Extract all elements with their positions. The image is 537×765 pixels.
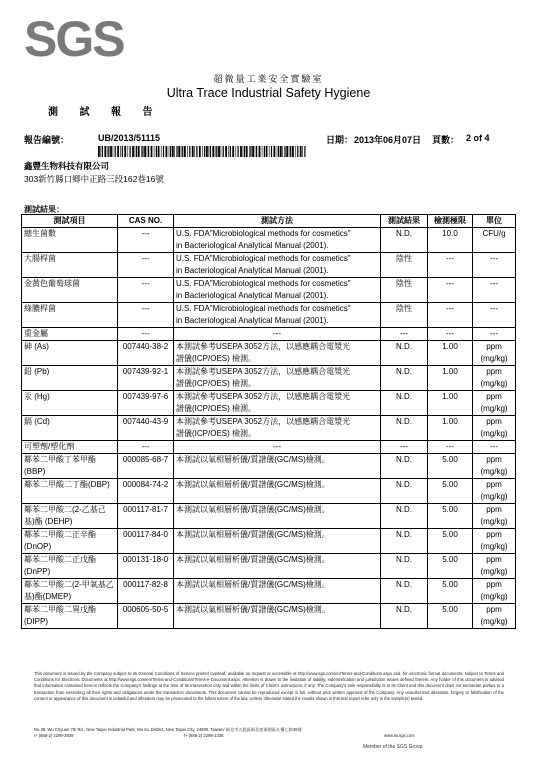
barcode-bar — [221, 146, 222, 157]
barcode-bar — [148, 146, 149, 157]
footer-website: www.tw.sgs.com — [384, 733, 415, 738]
method-line: --- — [273, 442, 281, 451]
footer-telephone: t+ (886-2) 2299-3939 — [34, 733, 74, 738]
cell-test-item: 鄰苯二甲酸二正戊酯(DnPP) — [22, 554, 118, 579]
barcode-bar — [189, 146, 190, 157]
barcode-bar — [274, 146, 276, 157]
cell-cas-no: 000117-82-8 — [118, 579, 174, 604]
cell-detection-limit: --- — [428, 278, 473, 303]
barcode-bar — [289, 146, 290, 157]
barcode-bar — [178, 146, 180, 157]
unit-line: (mg/kg) — [480, 354, 508, 363]
sgs-member-text: Member of the SGS Group — [363, 744, 423, 750]
cell-unit — [473, 366, 516, 391]
unit-line: ppm — [486, 555, 502, 564]
cell-unit — [473, 228, 516, 253]
cell-unit — [473, 529, 516, 554]
unit-line: ppm — [486, 342, 502, 351]
cell-result: --- — [381, 328, 428, 341]
barcode-bar — [120, 146, 121, 157]
cell-test-item: 汞 (Hg) — [22, 391, 118, 416]
barcode-bar — [262, 146, 263, 157]
barcode-bar — [154, 146, 155, 157]
barcode-bar — [223, 146, 224, 157]
method-line: U.S. FDA"Microbiological methods for cosmetics" — [176, 229, 351, 238]
table-row — [22, 228, 516, 253]
barcode-bar — [147, 146, 148, 157]
barcode-bar — [286, 146, 288, 157]
header-detection-limit: 檢測極限 — [428, 215, 473, 228]
table-header-row — [22, 215, 516, 228]
barcode-bar — [101, 146, 102, 157]
results-label: 測試結果： — [24, 205, 64, 214]
unit-line: --- — [490, 279, 498, 288]
barcode-bar — [169, 146, 170, 157]
barcode-bar — [141, 146, 142, 157]
unit-line: ppm — [486, 480, 502, 489]
barcode-bar — [304, 146, 305, 157]
unit-line: (mg/kg) — [480, 542, 508, 551]
cell-test-method — [174, 253, 381, 278]
cell-test-item: 鄰苯二甲酸二丁酯(DBP) — [22, 479, 118, 504]
cell-result: N.D. — [381, 416, 428, 441]
cell-test-method — [174, 278, 381, 303]
table-row — [22, 579, 516, 604]
barcode-bar — [138, 146, 140, 157]
cell-unit — [473, 416, 516, 441]
barcode-bar — [204, 146, 205, 157]
cell-detection-limit: 5.00 — [428, 579, 473, 604]
table-row — [22, 604, 516, 629]
barcode-bar — [264, 146, 265, 157]
unit-line: (mg/kg) — [480, 379, 508, 388]
cell-unit — [473, 328, 516, 341]
method-line: 本測試以氣相層析儀/質譜儀(GC/MS)檢測。 — [176, 605, 330, 614]
unit-line: --- — [490, 304, 498, 313]
cell-test-item: 大腸桿菌 — [22, 253, 118, 278]
date-label: 日期： — [326, 135, 354, 145]
barcode-bar — [210, 146, 211, 157]
sgs-logo: SGS — [24, 11, 124, 67]
unit-line: (mg/kg) — [480, 492, 508, 501]
barcode-bar — [132, 146, 134, 157]
method-line: 本測試參考USEPA 3052方法，以感應耦合電漿光 — [176, 417, 351, 426]
unit-line: (mg/kg) — [480, 404, 508, 413]
cell-detection-limit: 1.00 — [428, 341, 473, 366]
cell-result: N.D. — [381, 604, 428, 629]
cell-detection-limit: 5.00 — [428, 604, 473, 629]
barcode-bar — [130, 146, 131, 157]
barcode-bar — [243, 146, 244, 157]
results-table — [21, 214, 516, 629]
barcode-bar — [108, 146, 109, 157]
cell-test-item: 總生菌數 — [22, 228, 118, 253]
table-row — [22, 454, 516, 479]
cell-cas-no: --- — [118, 303, 174, 328]
barcode-bar — [181, 146, 182, 157]
header-test-method: 測試方法 — [174, 215, 381, 228]
barcode-bar — [113, 146, 114, 157]
cell-test-method — [174, 228, 381, 253]
cell-result: N.D. — [381, 554, 428, 579]
table-row — [22, 504, 516, 529]
unit-line: ppm — [486, 530, 502, 539]
footer-fax: f+ (886-2) 2298-1338 — [184, 733, 224, 738]
method-line: 本測試以氣相層析儀/質譜儀(GC/MS)檢測。 — [176, 480, 330, 489]
method-line: 本測試以氣相層析儀/質譜儀(GC/MS)檢測。 — [176, 555, 330, 564]
method-line: --- — [273, 329, 281, 338]
barcode-bar — [98, 146, 100, 157]
cell-cas-no: --- — [118, 253, 174, 278]
cell-result: N.D. — [381, 228, 428, 253]
cell-test-method — [174, 441, 381, 454]
barcode-bar — [302, 146, 303, 157]
cell-unit — [473, 479, 516, 504]
table-row — [22, 391, 516, 416]
cell-unit — [473, 554, 516, 579]
cell-cas-no: 000117-81-7 — [118, 504, 174, 529]
barcode-bar — [215, 146, 216, 157]
method-line: U.S. FDA"Microbiological methods for cosmetics" — [176, 254, 351, 263]
cell-detection-limit: 5.00 — [428, 479, 473, 504]
barcode-bar — [236, 146, 237, 157]
cell-unit — [473, 253, 516, 278]
cell-test-method — [174, 416, 381, 441]
barcode-bar — [244, 146, 245, 157]
footer-address: No.38, Wu Chyuan 7th Rd., New Taipei Industrial Park, Wu Ku District, New Taipei City, 24890, Taiwan/ 新北市五股區新北產業園區五權七路38號 — [34, 727, 302, 732]
barcode-bar — [271, 146, 272, 157]
method-line: 譜儀(ICP/OES) 檢測。 — [176, 429, 257, 438]
cell-test-item: 可塑劑/塑化劑 — [22, 441, 118, 454]
barcode-bar — [238, 146, 239, 157]
cell-result: N.D. — [381, 341, 428, 366]
cell-cas-no: 007440-38-2 — [118, 341, 174, 366]
table-row — [22, 529, 516, 554]
barcode-bar — [184, 146, 186, 157]
cell-unit — [473, 454, 516, 479]
unit-line: (mg/kg) — [480, 567, 508, 576]
barcode-bar — [192, 146, 194, 157]
method-line: U.S. FDA"Microbiological methods for cosmetics" — [176, 304, 351, 313]
barcode-bar — [255, 146, 256, 157]
unit-line: (mg/kg) — [480, 429, 508, 438]
barcode-bar — [107, 146, 108, 157]
barcode-bar — [117, 146, 119, 157]
cell-test-item: 重金屬 — [22, 328, 118, 341]
unit-line: ppm — [486, 505, 502, 514]
cell-cas-no: 000085-68-7 — [118, 454, 174, 479]
cell-unit — [473, 604, 516, 629]
barcode-bar — [176, 146, 177, 157]
barcode-bar — [174, 146, 175, 157]
method-line: 本測試參考USEPA 3052方法，以感應耦合電漿光 — [176, 392, 351, 401]
cell-unit — [473, 303, 516, 328]
method-line: in Bacteriological Analytical Manual (2001). — [176, 316, 329, 325]
cell-detection-limit: 1.00 — [428, 366, 473, 391]
barcode-bar — [240, 146, 242, 157]
cell-unit — [473, 278, 516, 303]
barcode-bar — [194, 146, 195, 157]
method-line: in Bacteriological Analytical Manual (2001). — [176, 266, 329, 275]
barcode-bar — [110, 146, 112, 157]
cell-cas-no: 000131-18-0 — [118, 554, 174, 579]
cell-result: N.D. — [381, 454, 428, 479]
barcode-bar — [196, 146, 197, 157]
unit-line: (mg/kg) — [480, 517, 508, 526]
client-address: 303新竹縣口鄉中正路三段162巷16號 — [24, 174, 164, 184]
barcode-bar — [259, 146, 261, 157]
unit-line: --- — [490, 442, 498, 451]
unit-line: ppm — [486, 455, 502, 464]
barcode-bar — [256, 146, 257, 157]
cell-test-item: 鄰苯二甲酸二異戊酯(DIPP) — [22, 604, 118, 629]
lab-name-chinese: 超微量工業安全實驗室 — [213, 75, 324, 85]
cell-result: N.D. — [381, 391, 428, 416]
barcode-bar — [161, 146, 162, 157]
barcode-bar — [151, 146, 153, 157]
cell-result: --- — [381, 441, 428, 454]
cell-cas-no: 007439-92-1 — [118, 366, 174, 391]
cell-result: N.D. — [381, 504, 428, 529]
cell-cas-no: 000117-84-0 — [118, 529, 174, 554]
unit-line: ppm — [486, 605, 502, 614]
table-row — [22, 278, 516, 303]
barcode-bar — [250, 146, 251, 157]
barcode-bar — [172, 146, 174, 157]
unit-line: (mg/kg) — [480, 617, 508, 626]
cell-result: 陰性 — [381, 303, 428, 328]
unit-line: ppm — [486, 580, 502, 589]
cell-test-item: 鄰苯二甲酸丁苯甲酯(BBP) — [22, 454, 118, 479]
barcode-bar — [187, 146, 188, 157]
cell-test-method — [174, 529, 381, 554]
cell-detection-limit: --- — [428, 303, 473, 328]
client-name: 鑫豐生物科技有限公司 — [24, 161, 110, 171]
footer-address-block — [34, 727, 504, 739]
cell-detection-limit: 5.00 — [428, 454, 473, 479]
barcode-image — [98, 146, 308, 157]
barcode-bar — [277, 146, 278, 157]
unit-line: ppm — [486, 367, 502, 376]
barcode-bar — [297, 146, 298, 157]
barcode-bar — [104, 146, 106, 157]
page-label: 頁數： — [432, 135, 460, 145]
header-unit: 單位 — [473, 215, 516, 228]
header-cas-no: CAS NO. — [118, 215, 174, 228]
barcode-bar — [124, 146, 126, 157]
barcode-bar — [278, 146, 279, 157]
cell-detection-limit: 1.00 — [428, 416, 473, 441]
barcode-bar — [135, 146, 136, 157]
header-test-item: 測試項目 — [22, 215, 118, 228]
cell-cas-no: --- — [118, 228, 174, 253]
cell-test-method — [174, 328, 381, 341]
barcode-bar — [115, 146, 116, 157]
method-line: in Bacteriological Analytical Manual (2001). — [176, 291, 329, 300]
cell-cas-no: 000084-74-2 — [118, 479, 174, 504]
table-row — [22, 366, 516, 391]
barcode-bar — [225, 146, 227, 157]
barcode-bar — [216, 146, 217, 157]
cell-result: N.D. — [381, 529, 428, 554]
barcode-bar — [102, 146, 103, 157]
table-row — [22, 253, 516, 278]
unit-line: (mg/kg) — [480, 592, 508, 601]
barcode-bar — [158, 146, 160, 157]
page-number: 2 of 4 — [466, 133, 490, 143]
cell-test-item: 鉛 (Pb) — [22, 366, 118, 391]
barcode-bar — [136, 146, 137, 157]
barcode-bar — [166, 146, 168, 157]
report-date: 2013年06月07日 — [354, 135, 422, 145]
barcode-bar — [128, 146, 129, 157]
barcode-bar — [230, 146, 231, 157]
barcode-bar — [280, 146, 282, 157]
method-line: 譜儀(ICP/OES) 檢測。 — [176, 379, 257, 388]
method-line: 本測試參考USEPA 3052方法，以感應耦合電漿光 — [176, 367, 351, 376]
barcode-bar — [269, 146, 270, 157]
cell-unit — [473, 341, 516, 366]
method-line: 本測試參考USEPA 3052方法，以感應耦合電漿光 — [176, 342, 351, 351]
table-row — [22, 416, 516, 441]
barcode-bar — [212, 146, 214, 157]
method-line: 譜儀(ICP/OES) 檢測。 — [176, 354, 257, 363]
barcode-bar — [232, 146, 234, 157]
cell-unit — [473, 579, 516, 604]
cell-detection-limit: --- — [428, 253, 473, 278]
cell-test-item: 鎘 (Cd) — [22, 416, 118, 441]
cell-test-item: 綠膿桿菌 — [22, 303, 118, 328]
cell-cas-no: 000605-50-5 — [118, 604, 174, 629]
cell-cas-no: 007440-43-9 — [118, 416, 174, 441]
barcode-bar — [266, 146, 268, 157]
unit-line: ppm — [486, 392, 502, 401]
report-title: 測 試 報 告 — [48, 107, 162, 118]
cell-test-item: 鄰苯二甲酸二正辛酯(DnOP) — [22, 529, 118, 554]
barcode-bar — [295, 146, 296, 157]
cell-result: 陰性 — [381, 253, 428, 278]
cell-detection-limit: 1.00 — [428, 391, 473, 416]
method-line: 本測試以氣相層析儀/質譜儀(GC/MS)檢測。 — [176, 455, 330, 464]
cell-detection-limit: --- — [428, 441, 473, 454]
table-row — [22, 441, 516, 454]
cell-result: N.D. — [381, 579, 428, 604]
cell-cas-no: --- — [118, 278, 174, 303]
barcode-bar — [292, 146, 294, 157]
cell-test-item: 鄰苯二甲酸二(2-乙基己基)酯 (DEHP) — [22, 504, 118, 529]
unit-line: CFU/g — [482, 229, 506, 238]
cell-test-item: 鄰苯二甲酸二(2-甲氧基乙基)酯(DMEP) — [22, 579, 118, 604]
method-line: in Bacteriological Analytical Manual (2001). — [176, 241, 329, 250]
barcode-bar — [170, 146, 171, 157]
barcode-bar — [228, 146, 229, 157]
barcode-bar — [300, 146, 302, 157]
barcode-bar — [206, 146, 208, 157]
method-line: U.S. FDA"Microbiological methods for cosmetics" — [176, 279, 351, 288]
cell-test-method — [174, 303, 381, 328]
cell-test-item: 砷 (As) — [22, 341, 118, 366]
cell-cas-no: 007439-97-6 — [118, 391, 174, 416]
table-row — [22, 479, 516, 504]
barcode-bar — [156, 146, 157, 157]
barcode-bar — [246, 146, 248, 157]
cell-test-method — [174, 391, 381, 416]
cell-unit — [473, 441, 516, 454]
cell-unit — [473, 504, 516, 529]
barcode-bar — [282, 146, 283, 157]
barcode-bar — [142, 146, 143, 157]
cell-test-method — [174, 341, 381, 366]
barcode-bar — [218, 146, 220, 157]
method-line: 本測試以氣相層析儀/質譜儀(GC/MS)檢測。 — [176, 580, 330, 589]
cell-test-method — [174, 554, 381, 579]
cell-result: N.D. — [381, 366, 428, 391]
barcode-bar — [199, 146, 201, 157]
cell-test-method — [174, 504, 381, 529]
barcode-bar — [290, 146, 291, 157]
cell-test-method — [174, 604, 381, 629]
cell-test-method — [174, 579, 381, 604]
table-row — [22, 303, 516, 328]
barcode-bar — [163, 146, 164, 157]
report-number-label: 報告編號： — [24, 135, 70, 145]
cell-test-method — [174, 366, 381, 391]
cell-result: N.D. — [381, 479, 428, 504]
barcode-bar — [202, 146, 203, 157]
cell-detection-limit: 5.00 — [428, 504, 473, 529]
unit-line: --- — [490, 329, 498, 338]
barcode-bar — [209, 146, 210, 157]
barcode-bar — [144, 146, 146, 157]
cell-test-method — [174, 479, 381, 504]
barcode-bar — [182, 146, 183, 157]
cell-unit — [473, 391, 516, 416]
header-result: 測試結果 — [381, 215, 428, 228]
barcode-bar — [284, 146, 285, 157]
cell-detection-limit: 5.00 — [428, 554, 473, 579]
unit-line: --- — [490, 254, 498, 263]
cell-detection-limit: 5.00 — [428, 529, 473, 554]
unit-line: (mg/kg) — [480, 467, 508, 476]
cell-cas-no: --- — [118, 441, 174, 454]
cell-detection-limit: 10.0 — [428, 228, 473, 253]
cell-test-method — [174, 454, 381, 479]
method-line: 譜儀(ICP/OES) 檢測。 — [176, 404, 257, 413]
report-number: UB/2013/51115 — [98, 133, 161, 143]
footer-disclaimer: This document is issued by the Company subject to its General Conditions of Service printed overleaf, available on request or accessible at http://www.sgs.com/en/Terms-and-Conditions.aspx and, for electronic format documents, subject to Terms and Conditions for Electronic Documents at http://www.sgs.com/en/Terms-and-Conditions/Terms-e-Document.aspx. Attention is drawn to the limitation of liability, indemnification and jurisdiction issues defined therein. Any holder of this document is advised that information contained hereon reflects the Company's findings at the time of its intervention only and within the limits of Client's instructions, if any. The Company's sole responsibility is to its Client and this document does not exonerate parties to a transaction from exercising all their rights and obligations under the transaction documents. This document cannot be reproduced except in full, without prior written approval of the Company. Any unauthorized alteration, forgery or falsification of the content or appearance of this document is unlawful and offenders may be prosecuted to the fullest extent of the law. Unless otherwise stated the results shown in this test report refer only to the sample(s) tested. — [34, 671, 504, 701]
cell-detection-limit: --- — [428, 328, 473, 341]
cell-cas-no: --- — [118, 328, 174, 341]
cell-result: 陰性 — [381, 278, 428, 303]
unit-line: ppm — [486, 417, 502, 426]
barcode-bar — [249, 146, 250, 157]
method-line: 本測試以氣相層析儀/質譜儀(GC/MS)檢測。 — [176, 505, 330, 514]
table-row — [22, 328, 516, 341]
table-row — [22, 554, 516, 579]
barcode-bar — [252, 146, 254, 157]
table-row — [22, 341, 516, 366]
barcode-bar — [122, 146, 123, 157]
method-line: 本測試以氣相層析儀/質譜儀(GC/MS)檢測。 — [176, 530, 330, 539]
lab-name-english: Ultra Trace Industrial Safety Hygiene — [166, 86, 371, 100]
cell-test-item: 金黃色葡萄球菌 — [22, 278, 118, 303]
